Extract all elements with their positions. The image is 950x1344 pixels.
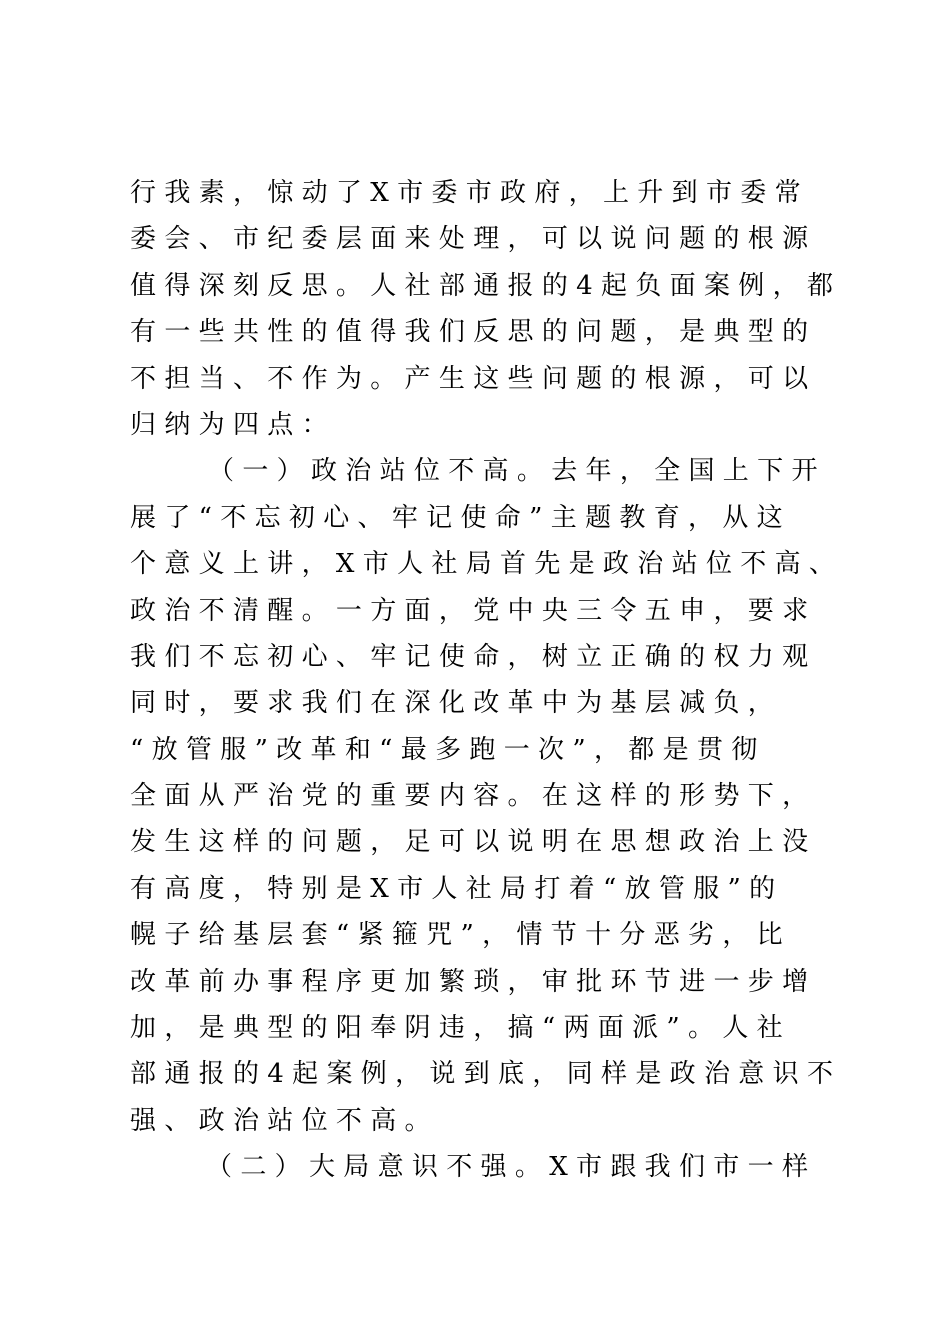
text-line: 同时，要求我们在深化改革中为基层减负， bbox=[130, 688, 783, 719]
text-line: 不担当、不作为。产生这些问题的根源，可以 bbox=[130, 363, 817, 394]
text-line: 我们不忘初心、牢记使命，树立正确的权力观 bbox=[130, 641, 817, 672]
text-line: 行我素，惊动了X市委市政府，上升到市委常 bbox=[130, 178, 809, 208]
text-line: 改革前办事程序更加繁琐，审批环节进一步增 bbox=[130, 966, 817, 997]
body-text bbox=[130, 170, 850, 1191]
section-heading-1: （一）政治站位不高。去年，全国上下开 bbox=[208, 456, 826, 487]
text-line: 幌子给基层套“紧箍咒”，情节十分恶劣，比 bbox=[130, 920, 791, 951]
text-line: 有高度，特别是X市人社局打着“放管服”的 bbox=[130, 873, 784, 904]
text-line: 全面从严治党的重要内容。在这样的形势下， bbox=[130, 781, 817, 812]
text-line: 有一些共性的值得我们反思的问题，是典型的 bbox=[130, 317, 817, 348]
text-line: 发生这样的问题，足可以说明在思想政治上没 bbox=[130, 827, 817, 858]
text-line: 值得深刻反思。人社部通报的4起负面案例，都 bbox=[130, 270, 842, 301]
text-line: 展了“不忘初心、牢记使命”主题教育，从这 bbox=[130, 502, 791, 533]
section-heading-2: （二）大局意识不强。X市跟我们市一样 bbox=[206, 1152, 817, 1183]
text-line: “放管服”改革和“最多跑一次”，都是贯彻 bbox=[130, 734, 766, 765]
text-line: 政治不清醒。一方面，党中央三令五申，要求 bbox=[130, 595, 817, 626]
text-line: 归纳为四点： bbox=[130, 409, 336, 440]
text-line: 个意义上讲，X市人社局首先是政治站位不高、 bbox=[130, 549, 844, 580]
text-line: 加，是典型的阳奉阴违，搞“两面派”。人社 bbox=[130, 1013, 791, 1044]
text-line: 强、政治站位不高。 bbox=[130, 1105, 439, 1136]
text-line: 委会、市纪委层面来处理，可以说问题的根源 bbox=[130, 224, 817, 255]
text-line: 部通报的4起案例，说到底，同样是政治意识不 bbox=[130, 1059, 842, 1090]
